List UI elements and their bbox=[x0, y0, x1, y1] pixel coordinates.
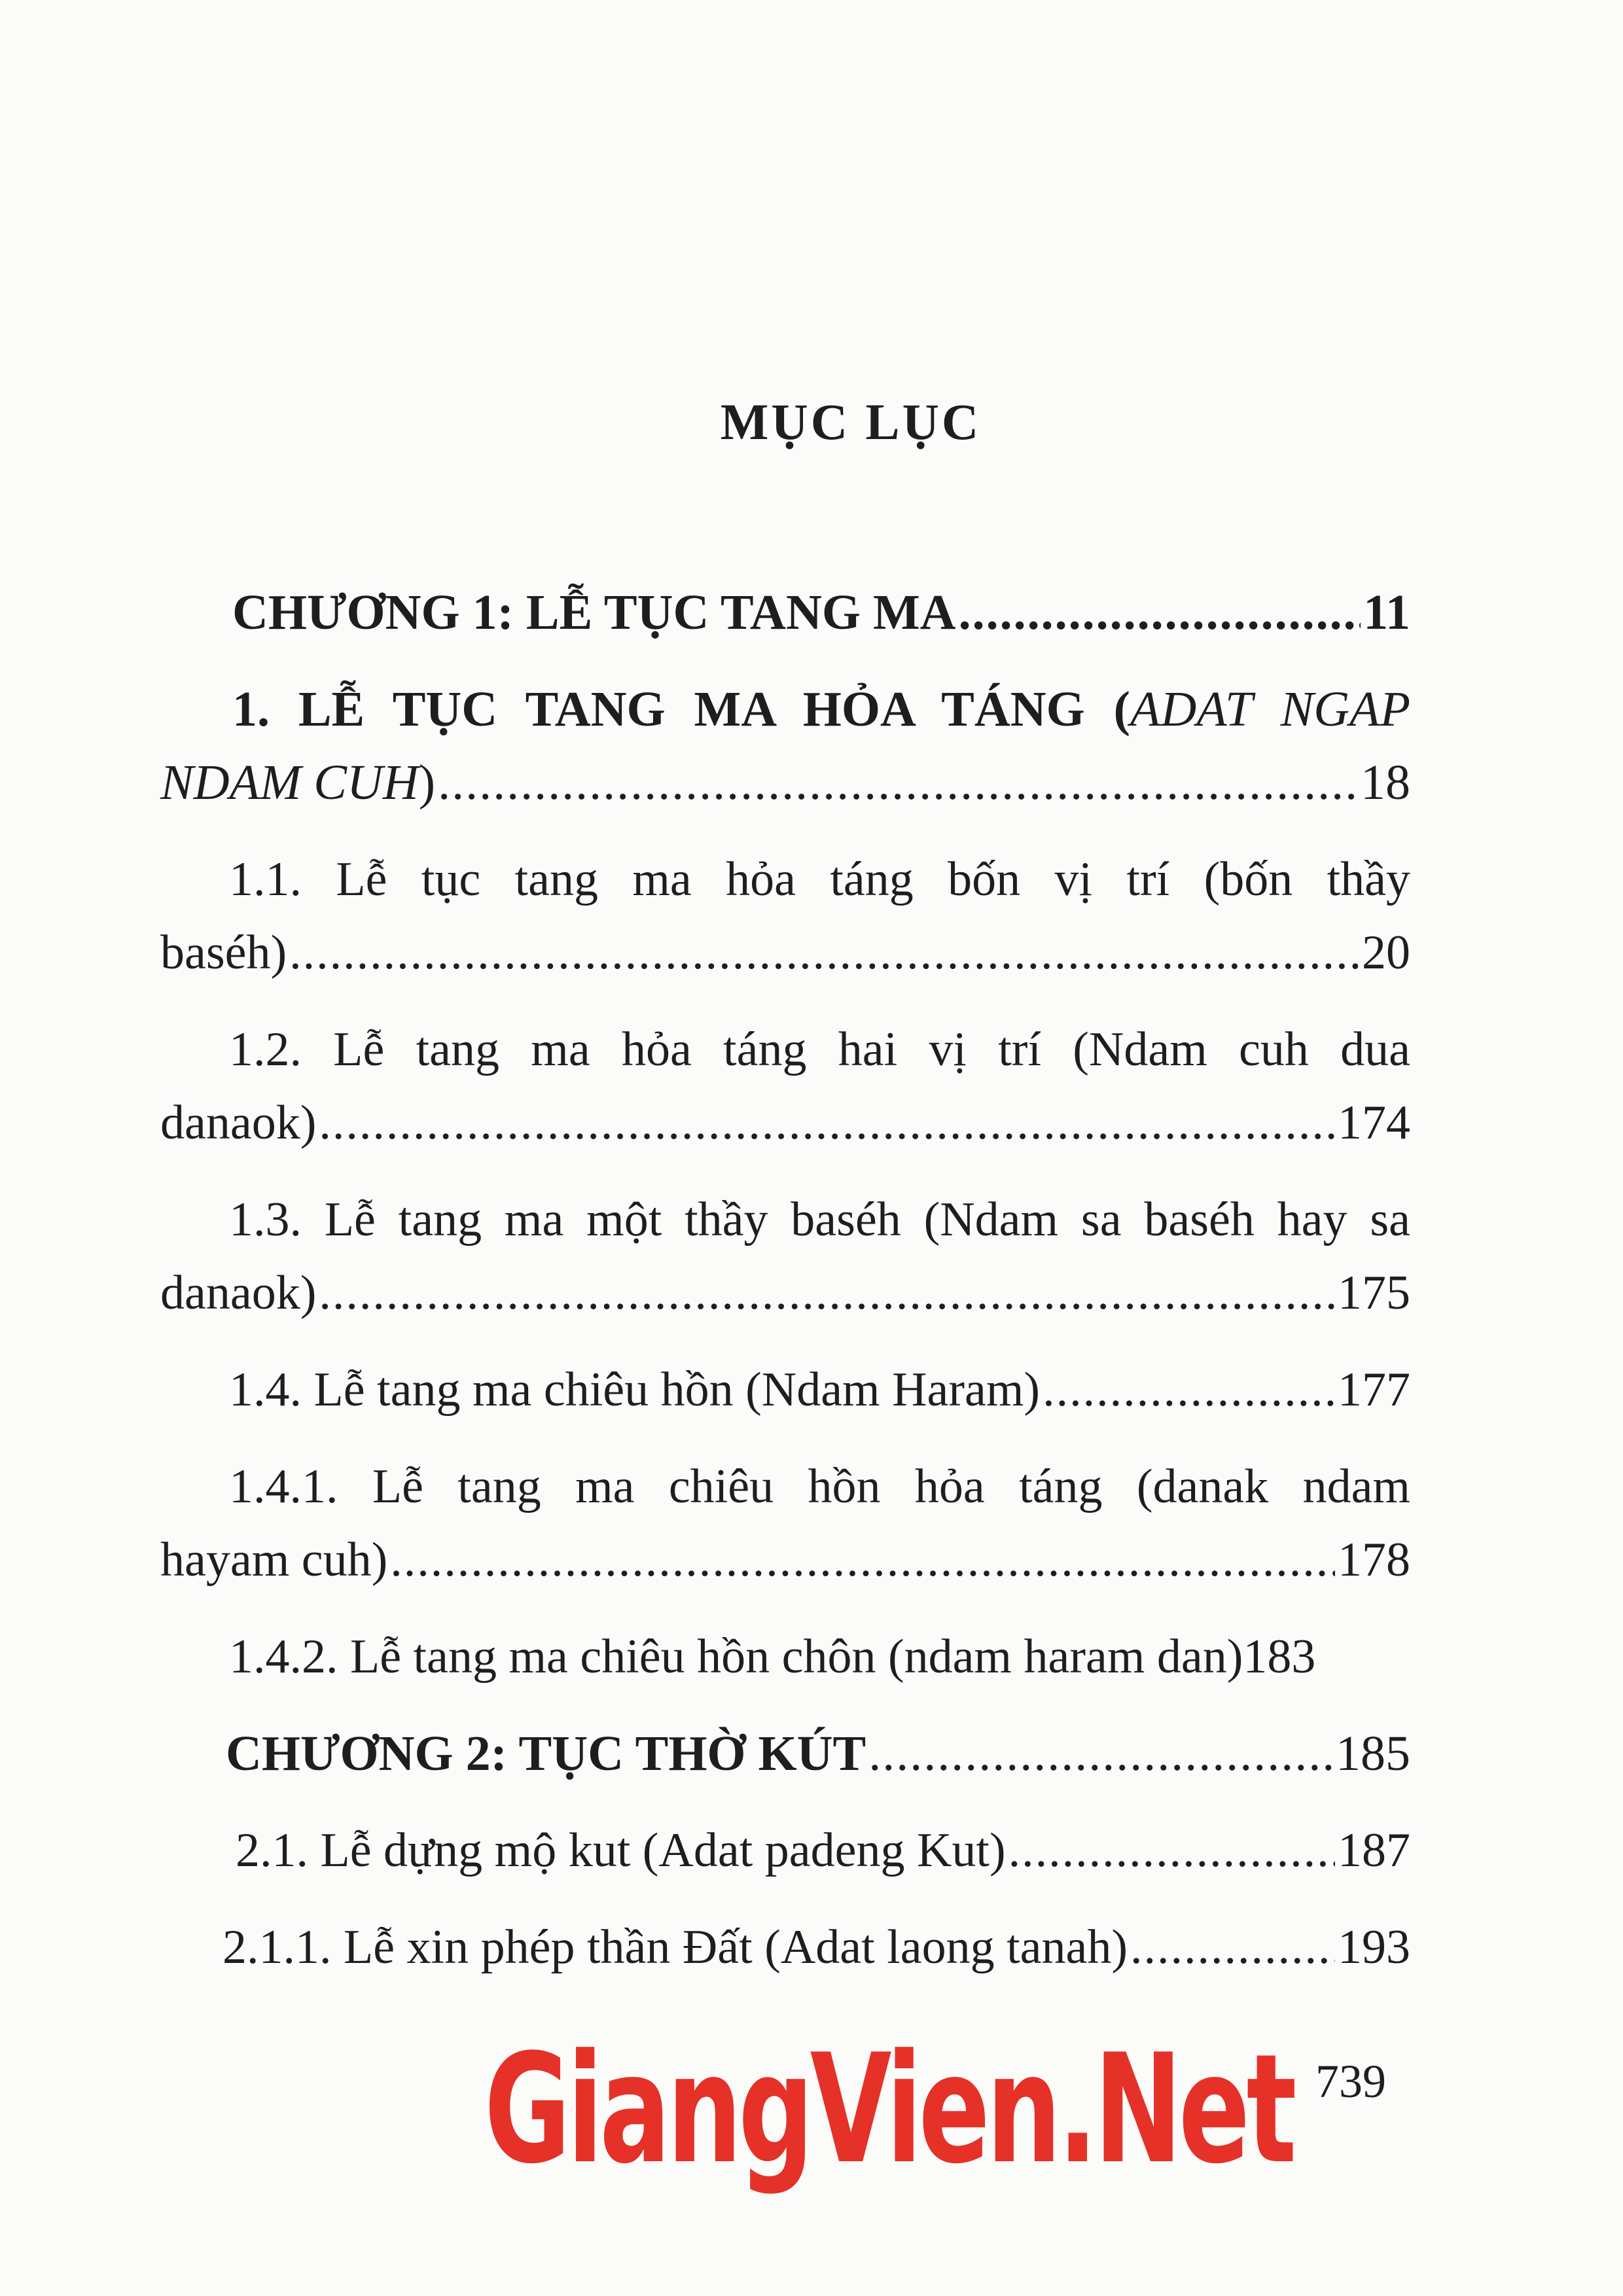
leader-dots bbox=[868, 1717, 1333, 1790]
toc-entry-page: 185 bbox=[1336, 1726, 1410, 1781]
watermark-logo: GiangVien.Net bbox=[484, 2022, 1293, 2197]
toc-entry-page: 20 bbox=[1362, 926, 1410, 980]
toc-entry-page: 193 bbox=[1338, 1920, 1410, 1974]
toc-entry-page: 178 bbox=[1338, 1533, 1410, 1587]
toc-entry-page: 11 bbox=[1363, 585, 1410, 640]
toc-entry-label: 1.4. Lễ tang ma chiêu hồn (Ndam Haram) bbox=[229, 1363, 1041, 1417]
toc-entry-text: ) bbox=[418, 755, 436, 810]
toc-entry-1-3[interactable] bbox=[160, 1183, 1410, 1330]
toc-entry-label: 1.4.2. Lễ tang ma chiêu hồn chôn (ndam haram dan) bbox=[229, 1630, 1243, 1684]
toc-entry-section-1[interactable] bbox=[160, 673, 1410, 819]
toc-entry-line-2: hayam cuh) bbox=[160, 1533, 388, 1587]
toc-entry-1-4-1[interactable] bbox=[160, 1450, 1410, 1597]
table-of-contents bbox=[160, 576, 1410, 2007]
leader-dots bbox=[390, 1523, 1335, 1597]
toc-entry-line-1: 1.2. Lễ tang ma hỏa táng hai vị trí (Ndam cuh dua bbox=[229, 1023, 1410, 1076]
toc-entry-line-2: danaok) bbox=[160, 1266, 317, 1320]
toc-entry-text-italic: ADAT NGAP bbox=[1130, 682, 1410, 737]
toc-entry-page: 175 bbox=[1338, 1266, 1410, 1320]
leader-dots bbox=[319, 1256, 1335, 1330]
toc-entry-chapter-1[interactable] bbox=[160, 576, 1410, 649]
toc-entry-1-4-2[interactable] bbox=[160, 1620, 1410, 1693]
leader-dots bbox=[289, 916, 1359, 989]
toc-entry-line-1: 1.4.1. Lễ tang ma chiêu hồn hỏa táng (danak ndam bbox=[229, 1460, 1410, 1513]
toc-entry-line-1: 1.1. Lễ tục tang ma hỏa táng bốn vị trí (bốn thầy bbox=[229, 853, 1410, 906]
toc-entry-line-1: 1.3. Lễ tang ma một thầy baséh (Ndam sa baséh hay sa bbox=[229, 1193, 1410, 1246]
toc-entry-page: 18 bbox=[1361, 755, 1410, 810]
toc-entry-text-italic: NDAM CUH bbox=[160, 755, 419, 810]
toc-entry-1-4[interactable] bbox=[160, 1353, 1410, 1426]
page-title: MỤC LỤC bbox=[720, 393, 982, 450]
toc-entry-page: 187 bbox=[1338, 1824, 1410, 1877]
leader-dots bbox=[1043, 1353, 1335, 1426]
toc-entry-page: 174 bbox=[1338, 1096, 1410, 1150]
toc-entry-text: 1. LỄ TỤC TANG MA HỎA TÁNG ( bbox=[232, 682, 1130, 737]
toc-entry-label: 2.1. Lễ dựng mộ kut (Adat padeng Kut) bbox=[236, 1824, 1006, 1877]
toc-entry-page: 183 bbox=[1243, 1630, 1316, 1684]
toc-entry-1-1[interactable] bbox=[160, 843, 1410, 989]
leader-dots bbox=[1130, 1911, 1335, 1984]
toc-entry-label: CHƯƠNG 1: LỄ TỤC TANG MA bbox=[232, 585, 956, 640]
toc-entry-1-2[interactable] bbox=[160, 1013, 1410, 1159]
page-number: 739 bbox=[1315, 2055, 1386, 2108]
toc-entry-page: 177 bbox=[1338, 1363, 1410, 1417]
toc-entry-2-1[interactable] bbox=[160, 1814, 1410, 1887]
leader-dots bbox=[319, 1086, 1335, 1159]
leader-dots bbox=[438, 746, 1358, 819]
toc-entry-2-1-1[interactable] bbox=[160, 1911, 1410, 1984]
leader-dots bbox=[1008, 1814, 1335, 1887]
toc-entry-label: CHƯƠNG 2: TỤC THỜ KÚT bbox=[226, 1726, 866, 1781]
toc-entry-line-2: danaok) bbox=[160, 1096, 317, 1150]
toc-entry-line-2: baséh) bbox=[160, 926, 287, 980]
toc-entry-line-2 bbox=[160, 746, 435, 819]
toc-entry-label: 2.1.1. Lễ xin phép thần Đất (Adat laong tanah) bbox=[223, 1920, 1128, 1974]
toc-entry-line-1 bbox=[160, 673, 1410, 746]
leader-dots bbox=[959, 576, 1361, 649]
toc-entry-chapter-2[interactable] bbox=[160, 1717, 1410, 1790]
